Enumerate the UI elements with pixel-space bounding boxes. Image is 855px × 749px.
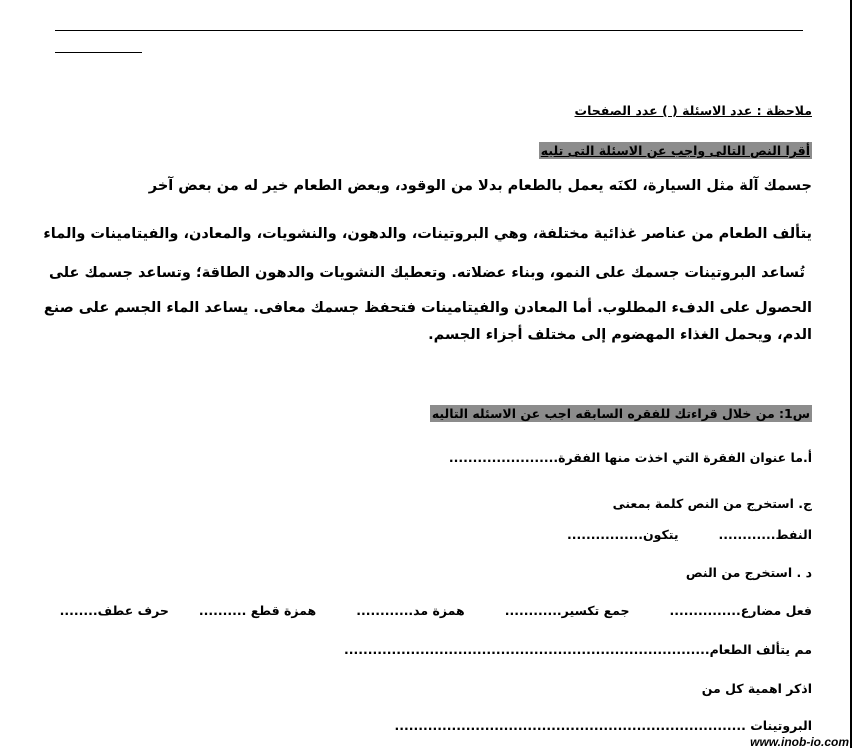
passage-line: جسمك آلة مثل السيارة، لكنَه يعمل بالطعام بدلا من الوقود، وبعض الطعام خير له من بعض آخر bbox=[148, 178, 812, 194]
top-rule bbox=[55, 30, 803, 31]
question-header-text: س1: من خلال قراءتك للفقره السابقه اجب عن الاسئله التاليه bbox=[431, 406, 810, 421]
blank-item: يتكون................ bbox=[566, 527, 679, 542]
instruction-heading bbox=[539, 143, 812, 158]
question-mention: اذكر اهمية كل من bbox=[701, 681, 812, 696]
question-j: ج. استخرج من النص كلمة بمعنى bbox=[612, 496, 812, 511]
question-mem: مم يتألف الطعام............................................................................. bbox=[343, 642, 812, 657]
question-d-items bbox=[60, 603, 812, 618]
instruction-text: أقرا النص التالى واجب عن الاسئلة التى تليه bbox=[540, 143, 810, 158]
blank-item: النفط............ bbox=[718, 527, 812, 542]
short-rule bbox=[55, 52, 142, 53]
watermark: www.inob-io.com bbox=[750, 735, 849, 749]
question-a: أ.ما عنوان الفقرة التي اخذت منها الفقرة....................... bbox=[448, 450, 812, 465]
blank-item: حرف عطف........ bbox=[59, 603, 169, 618]
blank-item: جمع تكسير............ bbox=[504, 603, 630, 618]
blank-item: همزة مد............ bbox=[356, 603, 465, 618]
passage-line: الحصول على الدفء المطلوب. أما المعادن والفيتامينات فتحفظ جسمك معافى. يساعد الماء الجسم على صنع bbox=[43, 300, 812, 316]
blank-item: فعل مضارع............... bbox=[669, 603, 812, 618]
passage-line: يتألف الطعام من عناصر غذائية مختلفة، وهي البروتينات، والدهون، والنشويات، والمعادن، والفيتامينات والماء bbox=[43, 226, 812, 242]
note-line: ملاحظة : عدد الاسئلة ( ) عدد الصفحات bbox=[574, 103, 812, 118]
question-header bbox=[430, 406, 812, 421]
question-j-items bbox=[567, 527, 812, 542]
page-border bbox=[850, 0, 852, 748]
question-d: د . استخرج من النص bbox=[685, 565, 812, 580]
passage-line: تُساعد البروتينات جسمك على النمو، وبناء عضلاته. وتعطيك النشويات والدهون الطاقة؛ وتساعد جسمك على bbox=[48, 265, 805, 281]
passage-line: الدم، ويحمل الغذاء المهضوم إلى مختلف أجزاء الجسم. bbox=[428, 327, 812, 343]
blank-item: همزة قطع .......... bbox=[198, 603, 317, 618]
question-proteins: البروتينات .......................................................................... bbox=[394, 718, 812, 733]
